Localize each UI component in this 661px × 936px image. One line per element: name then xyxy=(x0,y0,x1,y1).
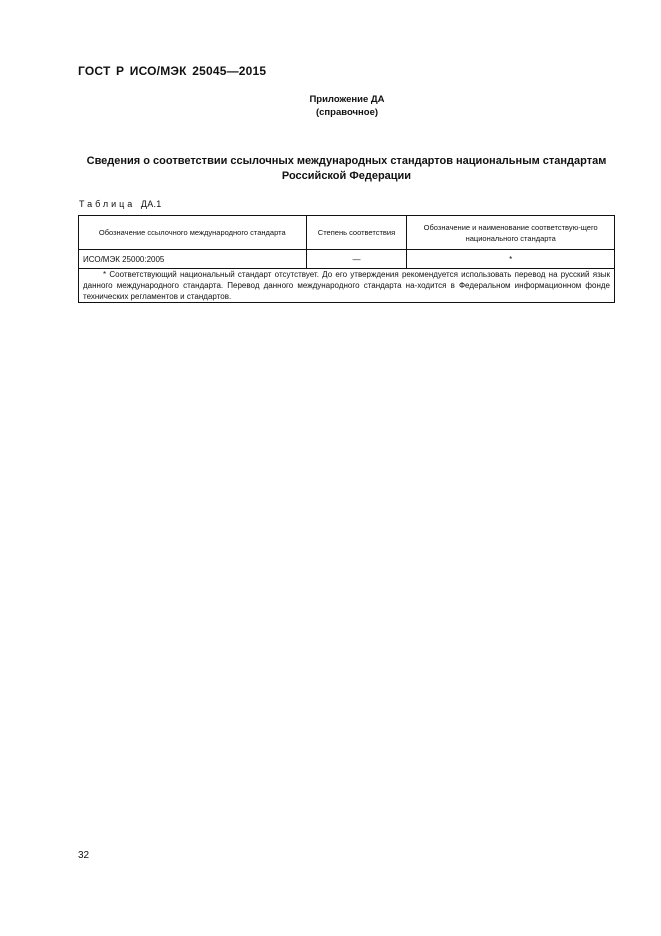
section-heading-line-1: Сведения о соответствии ссылочных международных стандартов национальным стандартам xyxy=(86,155,607,167)
annex-note: (справочное) xyxy=(315,107,379,118)
column-header-standard: Обозначение ссылочного международного стандарта xyxy=(79,216,307,250)
column-header-national: Обозначение и наименование соответствую-щего национального стандарта xyxy=(407,216,615,250)
cell-standard: ИСО/МЭК 25000:2005 xyxy=(79,250,307,269)
section-heading-line-2: Российской Федерации xyxy=(281,170,412,182)
table-footnote-row xyxy=(79,269,615,303)
table-footnote: * Соответствующий национальный стандарт отсутствует. До его утверждения рекомендуется использовать перевод на русский язык данного международного стандарта. Перевод данного международного стандарта на-ходится в Федеральном информационном фонде технических регламентов и стандартов. xyxy=(79,269,615,303)
document-code: ГОСТ Р ИСО/МЭК 25045—2015 xyxy=(78,64,267,78)
section-heading xyxy=(78,154,615,184)
table-label-number: ДА.1 xyxy=(140,199,162,209)
cell-degree: — xyxy=(306,250,407,269)
page-number: 32 xyxy=(78,850,90,861)
table-header-row xyxy=(79,216,615,250)
cell-national: * xyxy=(407,250,615,269)
reference-table xyxy=(78,215,615,303)
table-row xyxy=(79,250,615,269)
table-label-word: Таблица xyxy=(79,199,136,209)
column-header-degree: Степень соответствия xyxy=(306,216,407,250)
table-label xyxy=(79,199,162,209)
annex-title: Приложение ДА xyxy=(309,94,385,105)
